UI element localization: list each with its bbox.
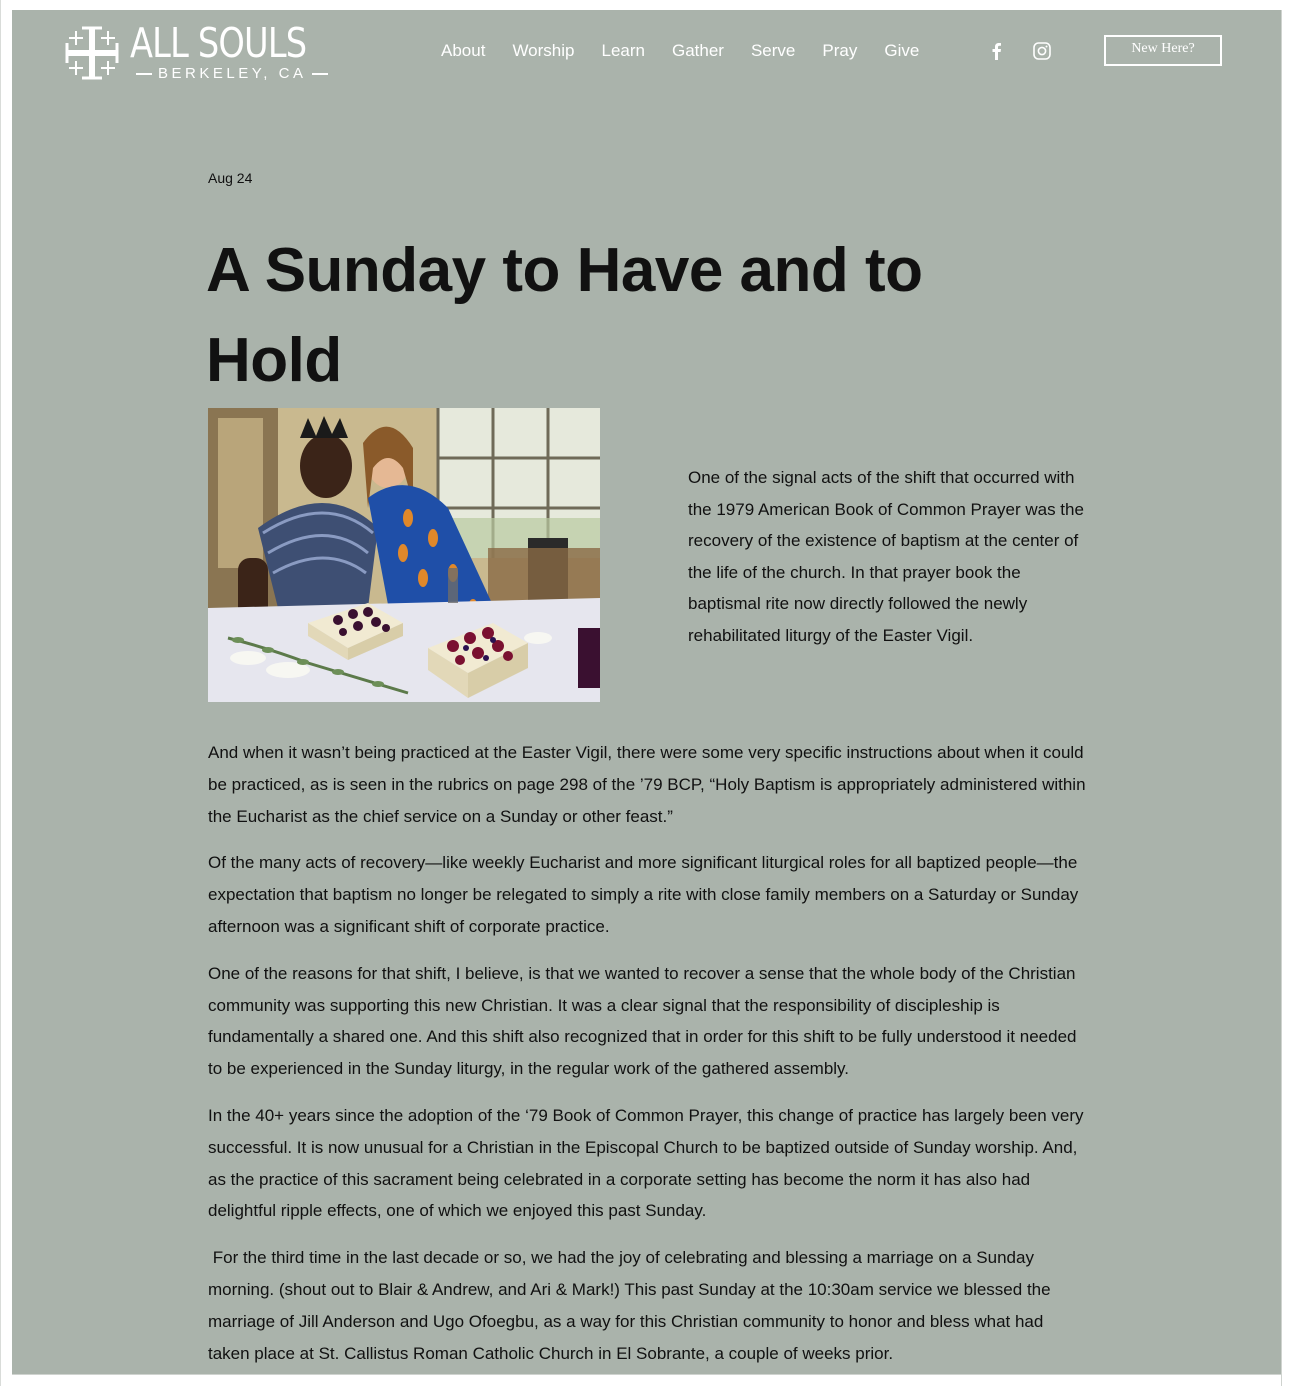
divider bbox=[312, 73, 328, 75]
main-nav bbox=[441, 40, 946, 62]
logo-subtitle: BERKELEY, CA bbox=[158, 65, 307, 82]
post-intro: One of the signal acts of the shift that occurred with the 1979 American Book of Common Prayer was the recovery of the existence of baptism at the center of the life of the church. In that prayer book the baptismal rite now directly followed the newly rehabilitated liturgy of the Easter Vigil. bbox=[688, 468, 1084, 645]
facebook-icon[interactable] bbox=[986, 41, 1006, 61]
nav-worship[interactable]: Worship bbox=[512, 41, 575, 60]
divider bbox=[136, 73, 152, 75]
nav-learn[interactable]: Learn bbox=[601, 41, 645, 60]
window-edge-bottom bbox=[12, 1374, 1282, 1375]
jerusalem-cross-icon bbox=[62, 23, 122, 83]
new-here-button[interactable]: New Here? bbox=[1104, 35, 1222, 66]
post-date: Aug 24 bbox=[208, 170, 253, 186]
nav-gather[interactable]: Gather bbox=[671, 41, 724, 60]
post-body bbox=[208, 737, 1088, 1374]
site-logo[interactable] bbox=[62, 19, 345, 84]
window-edge-right bbox=[1281, 10, 1282, 1386]
post-paragraph: And when it wasn’t being practiced at the Easter Vigil, there were some very specific instructions about when it could be practiced, as is seen in the rubrics on page 298 of the ’79 BCP, “Holy Baptism is appropriately administered within the Eucharist as the chief service on a Sunday or other feast.” bbox=[208, 743, 1086, 826]
instagram-icon[interactable] bbox=[1032, 41, 1052, 61]
logo-subtitle-row bbox=[130, 65, 345, 83]
post-paragraph: One of the reasons for that shift, I believe, is that we wanted to recover a sense that the whole body of the Christian community was supporting this new Christian. It was a clear signal that the responsibility of discipleship is fundamentally a shared one. And this shift also recognized that in order for this shift to be fully understood it needed to be experienced in the Sunday liturgy, in the regular work of the gathered assembly. bbox=[208, 963, 1077, 1079]
page-frame bbox=[12, 10, 1281, 1374]
nav-about[interactable]: About bbox=[441, 41, 486, 60]
post-title: A Sunday to Have and to Hold bbox=[206, 236, 923, 395]
nav-pray[interactable]: Pray bbox=[822, 41, 858, 60]
social-links bbox=[986, 41, 1052, 61]
nav-serve[interactable]: Serve bbox=[750, 41, 796, 60]
post-paragraph: For the third time in the last decade or so, we had the joy of celebrating and blessing a marriage on a Sunday morning. (shout out to Blair & Andrew, and Ari & Mark!) This past Sunday at the 10:30am service we blessed the marriage of Jill Anderson and Ugo Ofoegbu, as a way for this Christian community to honor and bless what had taken place at St. Callistus Roman Catholic Church in El Sobrante, a couple of weeks prior. bbox=[208, 1248, 1056, 1363]
nav-give[interactable]: Give bbox=[884, 41, 920, 60]
window-edge-left bbox=[0, 0, 1, 1386]
logo-title: ALL SOULS bbox=[130, 19, 307, 67]
post-paragraph: Of the many acts of recovery—like weekly Eucharist and more significant liturgical roles for all baptized people—the expectation that baptism no longer be relegated to simply a rite with close family members on a Saturday or Sunday afternoon was a significant shift of corporate practice. bbox=[208, 853, 1079, 936]
wedding-cake-photo bbox=[208, 408, 600, 702]
post-paragraph: In the 40+ years since the adoption of the ‘79 Book of Common Prayer, this change of practice has largely been very successful. It is now unusual for a Christian in the Episcopal Church to be baptized outside of Sunday worship. And, as the practice of this sacrament being celebrated in a corporate setting has become the norm it has also had delightful ripple effects, one of which we enjoyed this past Sunday. bbox=[208, 1105, 1084, 1221]
